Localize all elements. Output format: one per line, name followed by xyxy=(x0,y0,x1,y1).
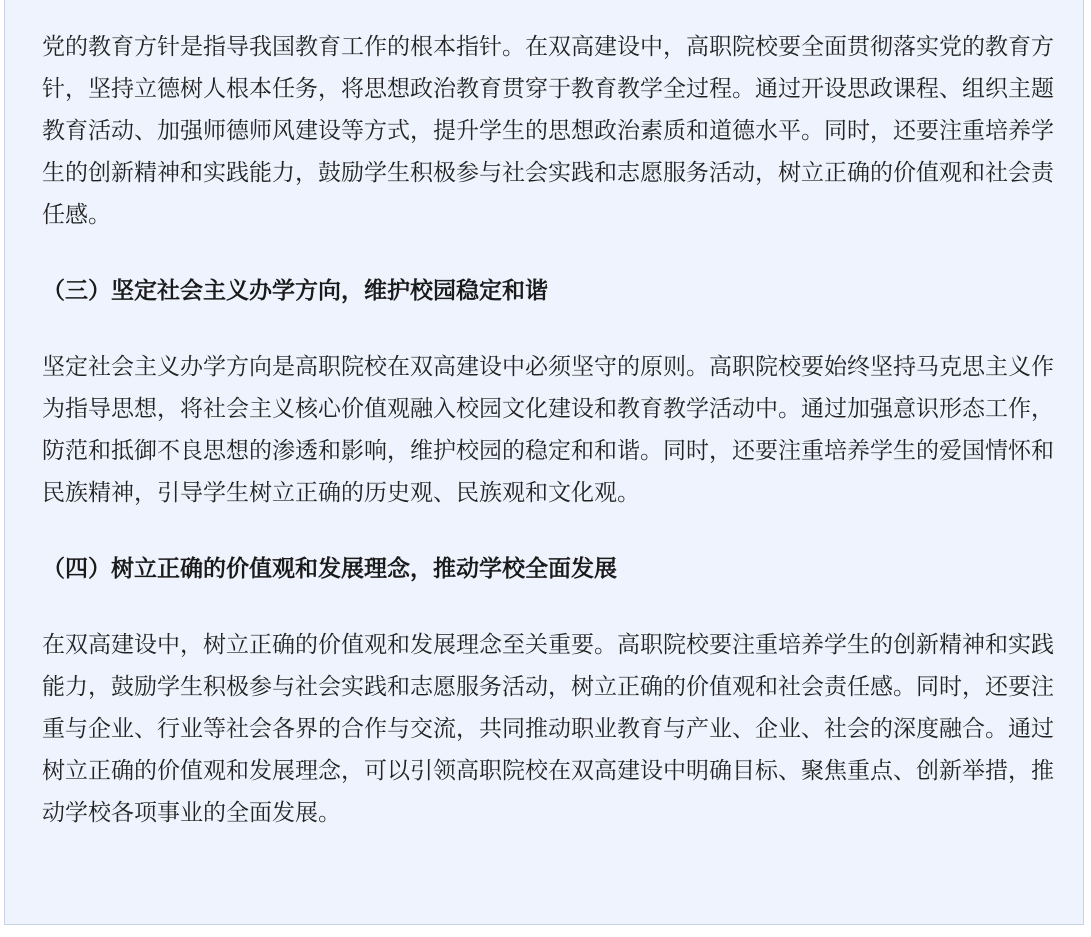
article-panel xyxy=(4,0,1084,925)
spacer xyxy=(42,236,1054,270)
spacer xyxy=(42,312,1054,346)
section-heading-4: （四）树立正确的价值观和发展理念，推动学校全面发展 xyxy=(42,556,617,582)
article-content xyxy=(42,26,1054,834)
paragraph-education-policy: 党的教育方针是指导我国教育工作的根本指针。在双高建设中，高职院校要全面贯彻落实党的教育方针，坚持立德树人根本任务，将思想政治教育贯穿于教育教学全过程。通过开设思政课程、组织主题教育活动、加强师德师风建设等方式，提升学生的思想政治素质和道德水平。同时，还要注重培养学生的创新精神和实践能力，鼓励学生积极参与社会实践和志愿服务活动，树立正确的价值观和社会责任感。 xyxy=(42,34,1054,228)
paragraph-socialist-direction: 坚定社会主义办学方向是高职院校在双高建设中必须坚守的原则。高职院校要始终坚持马克思主义作为指导思想，将社会主义核心价值观融入校园文化建设和教育教学活动中。通过加强意识形态工作，防范和抵御不良思想的渗透和影响，维护校园的稳定和和谐。同时，还要注重培养学生的爱国情怀和民族精神，引导学生树立正确的历史观、民族观和文化观。 xyxy=(42,354,1054,506)
spacer xyxy=(42,590,1054,624)
spacer xyxy=(42,514,1054,548)
paragraph-values-development: 在双高建设中，树立正确的价值观和发展理念至关重要。高职院校要注重培养学生的创新精神和实践能力，鼓励学生积极参与社会实践和志愿服务活动，树立正确的价值观和社会责任感。同时，还要注重与企业、行业等社会各界的合作与交流，共同推动职业教育与产业、企业、社会的深度融合。通过树立正确的价值观和发展理念，可以引领高职院校在双高建设中明确目标、聚焦重点、创新举措，推动学校各项事业的全面发展。 xyxy=(42,632,1054,826)
section-heading-3: （三）坚定社会主义办学方向，维护校园稳定和谐 xyxy=(42,278,548,304)
